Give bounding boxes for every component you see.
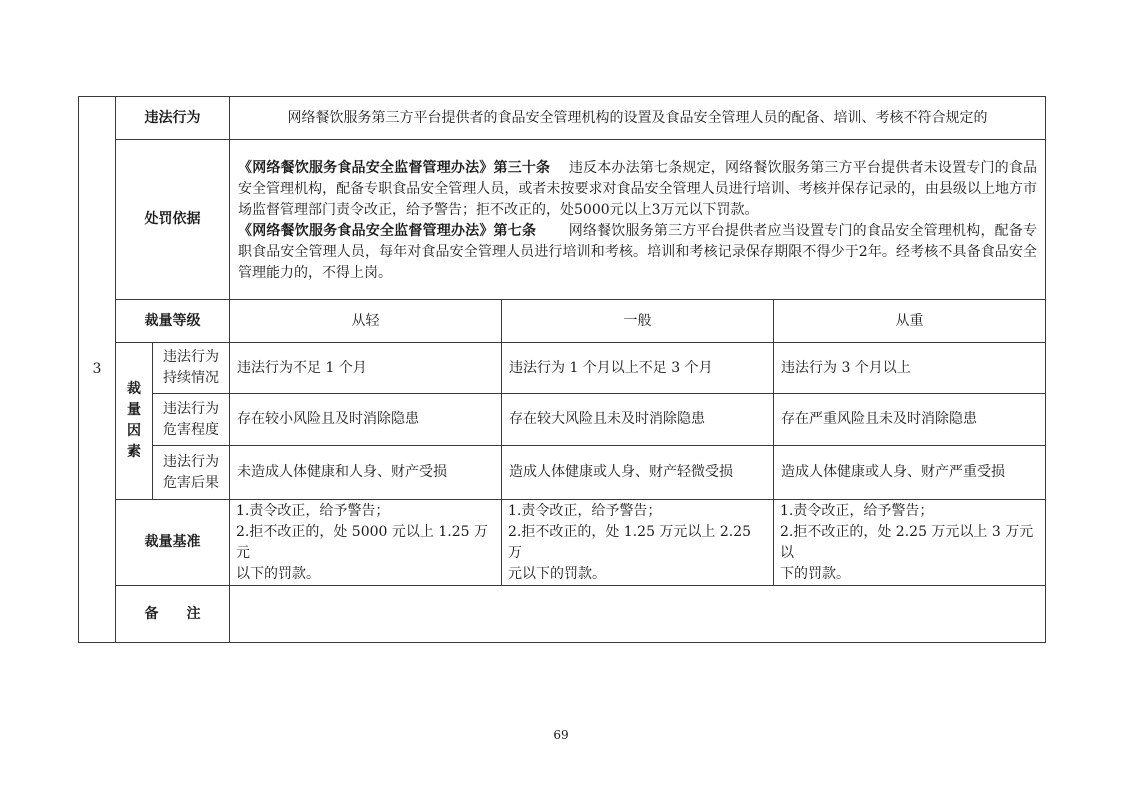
violation-text: 网络餐饮服务第三方平台提供者的食品安全管理机构的设置及食品安全管理人员的配备、培训、考核不符合规定的	[230, 97, 1046, 140]
factor-value: 存在较小风险且及时消除隐患	[230, 394, 502, 446]
basis-1-title: 《网络餐饮服务食品安全监督管理办法》第三十条	[238, 159, 551, 176]
standard-line: 下的罚款。	[780, 565, 850, 582]
standard-line: 元以下的罚款。	[508, 565, 606, 582]
factor-name	[153, 394, 230, 446]
standard-line: 2.拒不改正的，处 5000 元以上 1.25 万元	[236, 523, 488, 561]
standard-line: 1.责令改正，给予警告；	[236, 502, 390, 519]
factor-value: 造成人体健康或人身、财产严重受损	[774, 446, 1046, 500]
factor-char-1: 裁	[127, 381, 141, 397]
factor-name-line: 危害程度	[163, 421, 219, 438]
standard-line: 1.责令改正，给予警告；	[508, 502, 662, 519]
page-number: 69	[553, 728, 569, 742]
standard-line: 2.拒不改正的，处 1.25 万元以上 2.25 万	[508, 523, 752, 561]
factor-value: 造成人体健康或人身、财产轻微受损	[502, 446, 774, 500]
standard-line: 2.拒不改正的，处 2.25 万元以上 3 万元以	[780, 523, 1034, 561]
standard-heavy	[774, 500, 1046, 586]
standard-light	[230, 500, 502, 586]
factor-value: 存在较大风险且未及时消除隐患	[502, 394, 774, 446]
discretion-factors-label	[116, 343, 153, 500]
factor-value: 违法行为不足 1 个月	[230, 343, 502, 394]
factor-value: 违法行为 3 个月以上	[774, 343, 1046, 394]
penalty-discretion-table	[78, 96, 1046, 643]
remarks-value	[230, 586, 1046, 643]
factor-name	[153, 343, 230, 394]
factor-name-line: 违法行为	[163, 349, 219, 365]
row-number: 3	[79, 97, 116, 643]
factor-value: 违法行为 1 个月以上不足 3 个月	[502, 343, 774, 394]
standard-line: 以下的罚款。	[236, 565, 320, 582]
factor-value: 存在严重风险且未及时消除隐患	[774, 394, 1046, 446]
basis-label: 处罚依据	[116, 140, 230, 300]
factor-char-3: 因	[127, 423, 141, 439]
factor-char-4: 素	[127, 444, 141, 460]
standard-line: 1.责令改正，给予警告；	[780, 502, 934, 519]
level-light: 从轻	[230, 300, 502, 343]
factor-value: 未造成人体健康和人身、财产受损	[230, 446, 502, 500]
violation-label: 违法行为	[116, 97, 230, 140]
factor-name-line: 违法行为	[163, 400, 219, 417]
factor-name-line: 违法行为	[163, 453, 219, 470]
standard-general	[502, 500, 774, 586]
level-label: 裁量等级	[116, 300, 230, 343]
basis-2-text: 网络餐饮服务第三方平台提供者应当设置专门的食品安全管理机构，配备专职食品安全管理人员，每年对食品安全管理人员进行培训和考核。培训和考核记录保存期限不得少于2年。经考核不具备食品安全管理能力的，不得上岗。	[238, 222, 1038, 281]
factor-name-line: 危害后果	[163, 474, 219, 491]
level-general: 一般	[502, 300, 774, 343]
basis-2-title: 《网络餐饮服务食品安全监督管理办法》第七条	[238, 222, 537, 239]
level-heavy: 从重	[774, 300, 1046, 343]
factor-name	[153, 446, 230, 500]
standard-label: 裁量基准	[116, 500, 230, 586]
factor-char-2: 量	[127, 402, 141, 418]
basis-text	[230, 140, 1046, 300]
factor-name-line: 持续情况	[163, 370, 219, 386]
basis-1-text: 违反本办法第七条规定，网络餐饮服务第三方平台提供者未设置专门的食品安全管理机构，配备专职食品安全管理人员，或者未按要求对食品安全管理人员进行培训、考核并保存记录的，由县级以上地方市场监督管理部门责令改正，给予警告；拒不改正的，处5000元以上3万元以下罚款。	[238, 159, 1038, 218]
remarks-label: 备 注	[116, 586, 230, 643]
